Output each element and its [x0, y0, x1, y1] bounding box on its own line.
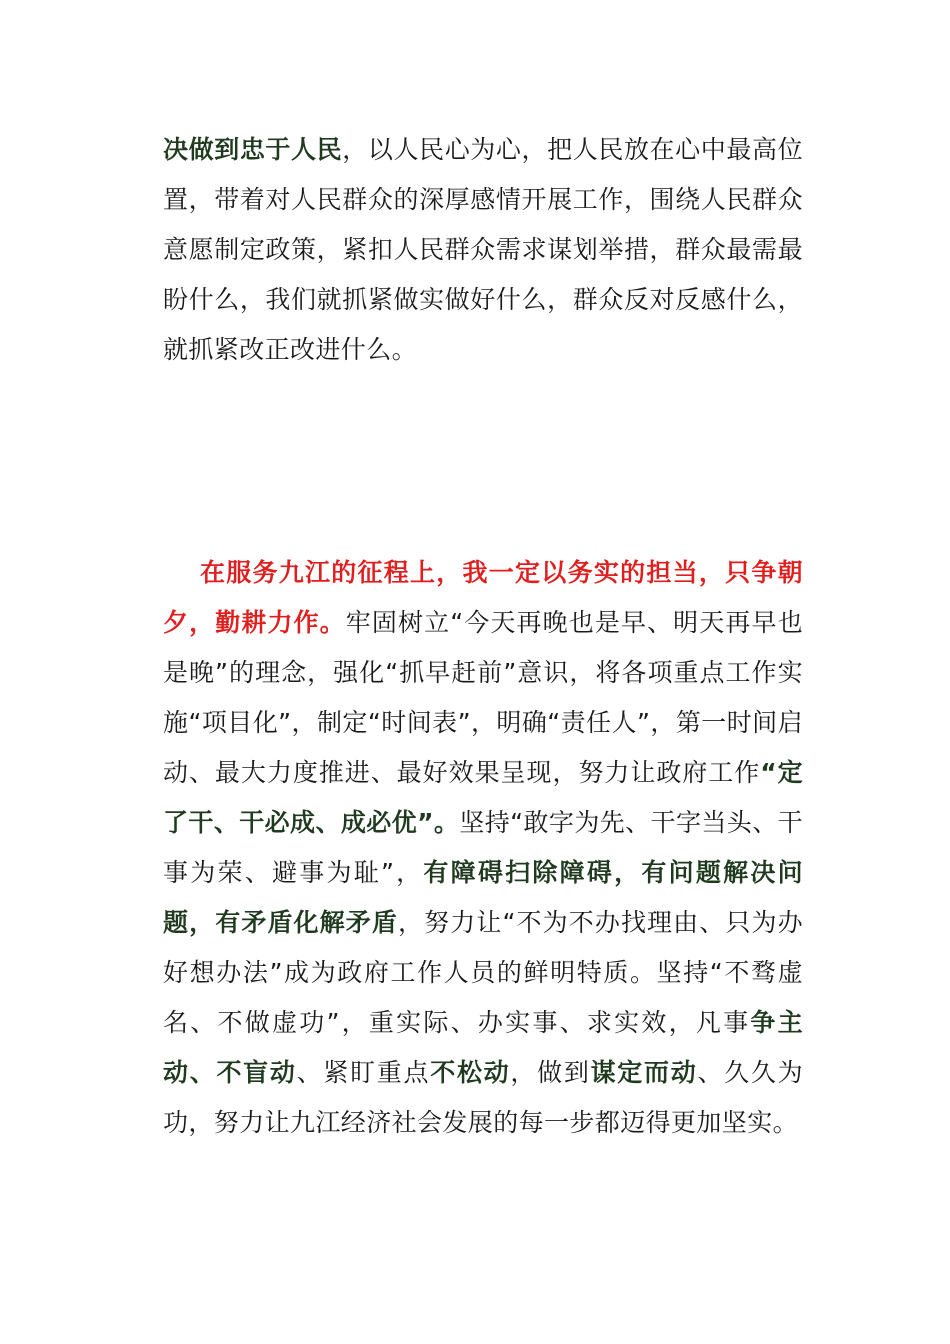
body-text: ，以人民心为心，把人民放在心中最高位置，带着对人民群众的深厚感情开展工作，围绕人民群众意愿制定政策，紧扣人民群众需求谋划举措，群众最需最盼什么，我们就抓紧做实做好什么，群众反对反感什么，就抓紧改正改进什么。: [163, 135, 803, 364]
bold-phrase: 有障碍扫除障碍，有问题解决问题，有矛盾化解矛盾: [163, 858, 803, 937]
paragraph-2: [163, 548, 803, 1148]
body-text: 、紧盯重点: [296, 1058, 431, 1087]
red-heading-phrase: 在服务九江的征程上，我一定以务实的担当，只争朝夕，勤耕力作。: [163, 558, 803, 637]
body-text: ，努力让“不为不办找理由、只为办好想办法”成为政府工作人员的鲜明特质。坚持“不骛虚名、不做虚功”，重实际、办实事、求实效，凡事: [163, 908, 803, 1037]
body-text: 、久久为功，努力让九江经济社会发展的每一步都迈得更加坚实。: [163, 1058, 804, 1137]
paragraph-1: [163, 125, 803, 375]
bold-phrase: 不松动: [430, 1058, 511, 1087]
body-text: ，做到: [510, 1058, 591, 1087]
body-text: 牢固树立“今天再晚也是早、明天再早也是晚”的理念，强化“抓早赶前”意识，将各项重点工作实施“项目化”，制定“时间表”，明确“责任人”，第一时间启动、最大力度推进、最好效果呈现，努力让政府工作: [163, 608, 803, 787]
bold-phrase: 决做到忠于人民: [163, 135, 343, 164]
body-text: 坚持“敢字为先、干字当头、干事为荣、避事为耻”，: [163, 808, 804, 887]
bold-phrase: 谋定而动: [590, 1058, 698, 1087]
bold-phrase: 争主动、不盲动: [163, 1008, 803, 1087]
bold-phrase: “定了干、干必成、成必优”。: [163, 758, 803, 837]
